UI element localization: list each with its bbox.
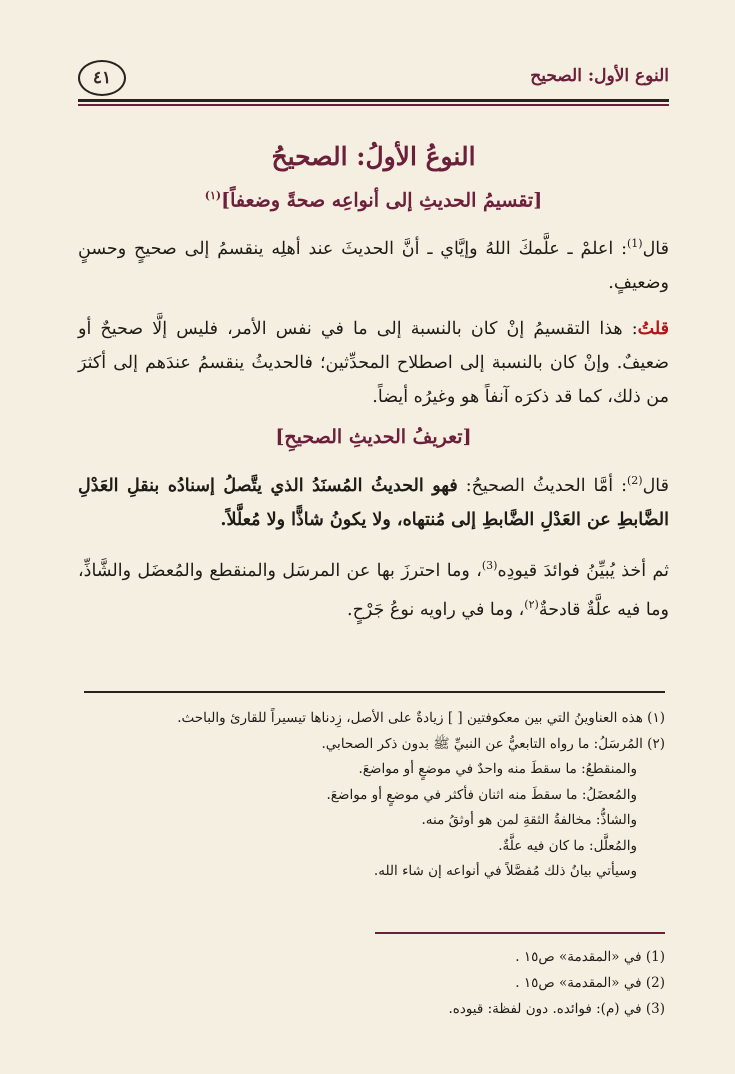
paragraph-qal-1 (78, 227, 669, 300)
footnote-item: (2) في «المقدمة» ص١٥ . (515, 975, 665, 991)
page-number: ٤١ (78, 60, 126, 96)
paragraph-lead: قال (642, 239, 669, 260)
footnote-ref: (3) (481, 558, 498, 572)
footnote-item: (1) في «المقدمة» ص١٥ . (515, 949, 665, 965)
paragraph-text: : هذا التقسيمُ إنْ كان بالنسبة إلى ما في نفس الأمر، فليس إلَّا صحيحٌ أو ضعيفٌ. وإنْ كان بالنسبة إلى اصطلاح المحدِّثين؛ فالحديثُ ينقسمُ عندَهم إلى أكثرَ من ذلك، كما قد ذكرَه آنفاً هو وغيرُه أيضاً. (78, 319, 669, 408)
footnote-rule (84, 691, 665, 693)
paragraph-text: : اعلمْ ـ علَّمكَ اللهُ وإيَّاي ـ أنَّ الحديثَ عند أهلِه ينقسمُ إلى صحيحٍ وحسنٍ وضعيفٍ. (78, 239, 669, 294)
chapter-title: النوعُ الأولُ: الصحيحُ (271, 142, 476, 171)
paragraph-text: ، وما احترزَ بها عن المرسَل والمنقطع والمُعضَل والشَّاذِّ، وما فيه علَّةٌ قادحةٌ (78, 560, 669, 620)
header-rule-thick (78, 99, 669, 102)
editor-footnotes (84, 706, 665, 885)
section-title-division (78, 189, 669, 211)
source-footnotes (84, 944, 665, 1022)
running-title: النوع الأول: الصحيح (530, 66, 669, 86)
footnote-item: والمُعضَلُ: ما سقطَ منه اثنان فأكثر في موضعٍ أو مواضعَ. (326, 786, 637, 803)
footnote-item: والمنقطعُ: ما سقطَ منه واحدٌ في موضعٍ أو مواضعَ. (358, 761, 637, 777)
paragraph-lead: قلتُ (637, 319, 669, 340)
section-title-definition: [تعريفُ الحديثِ الصحيحِ] (275, 426, 472, 449)
footnote-ref: (2) (626, 474, 643, 488)
paragraph-explanation (78, 549, 669, 627)
paragraph-text: : أمَّا الحديثُ الصحيحُ: (457, 475, 627, 496)
footnote-item: (١) هذه العناوينُ التي بين معكوفتين [ ] زيادةٌ على الأصل، زِدناها تيسيراً للقارئ والباحث. (177, 710, 665, 726)
footnote-ref: (٢) (524, 597, 539, 611)
footnote-ref: (١) (204, 189, 222, 202)
footnote-item: (٢) المُرسَلُ: ما رواه التابعيُّ عن النبيِّ ﷺ بدون ذكر الصحابي. (321, 735, 665, 752)
footnote-item: والمُعلَّل: ما كان فيه علَّةٌ. (498, 837, 637, 854)
footnote-item: (3) في (م): فوائده. دون لفظة: قيوده. (448, 1001, 665, 1017)
paragraph-text: ، وما في راويه نوعُ جَرْحٍ. (347, 599, 525, 620)
paragraph-qal-2 (78, 464, 669, 537)
main-text (78, 142, 669, 639)
section-title-text: [تقسيمُ الحديثِ إلى أنواعِه صحةً وضعفاً] (221, 189, 543, 212)
footnote-ref: (1) (626, 237, 643, 251)
footnote-item: وسيأتي بيانُ ذلك مُفصَّلاً في أنواعه إن شاء الله. (373, 863, 637, 879)
paragraph-qultu (78, 312, 669, 414)
paragraph-lead: قال (642, 475, 669, 496)
page-header (78, 58, 669, 98)
definition-text: فهو الحديثُ المُسنَدُ الذي يتَّصلُ إسنادُه بنقلِ العَدْلِ الضَّابطِ عن العَدْلِ الضَّابطِ إلى مُنتهاه، ولا يكونُ شاذًّا ولا مُعلَّلاً. (78, 475, 669, 530)
paragraph-text: ثم أخذ يُبيِّنُ فوائدَ قيودِه (497, 560, 669, 581)
source-footnote-rule (375, 932, 665, 934)
footnote-item: والشاذُّ: مخالفةُ الثقةِ لمن هو أوثقُ منه. (421, 812, 637, 828)
header-rule-thin (78, 104, 669, 106)
